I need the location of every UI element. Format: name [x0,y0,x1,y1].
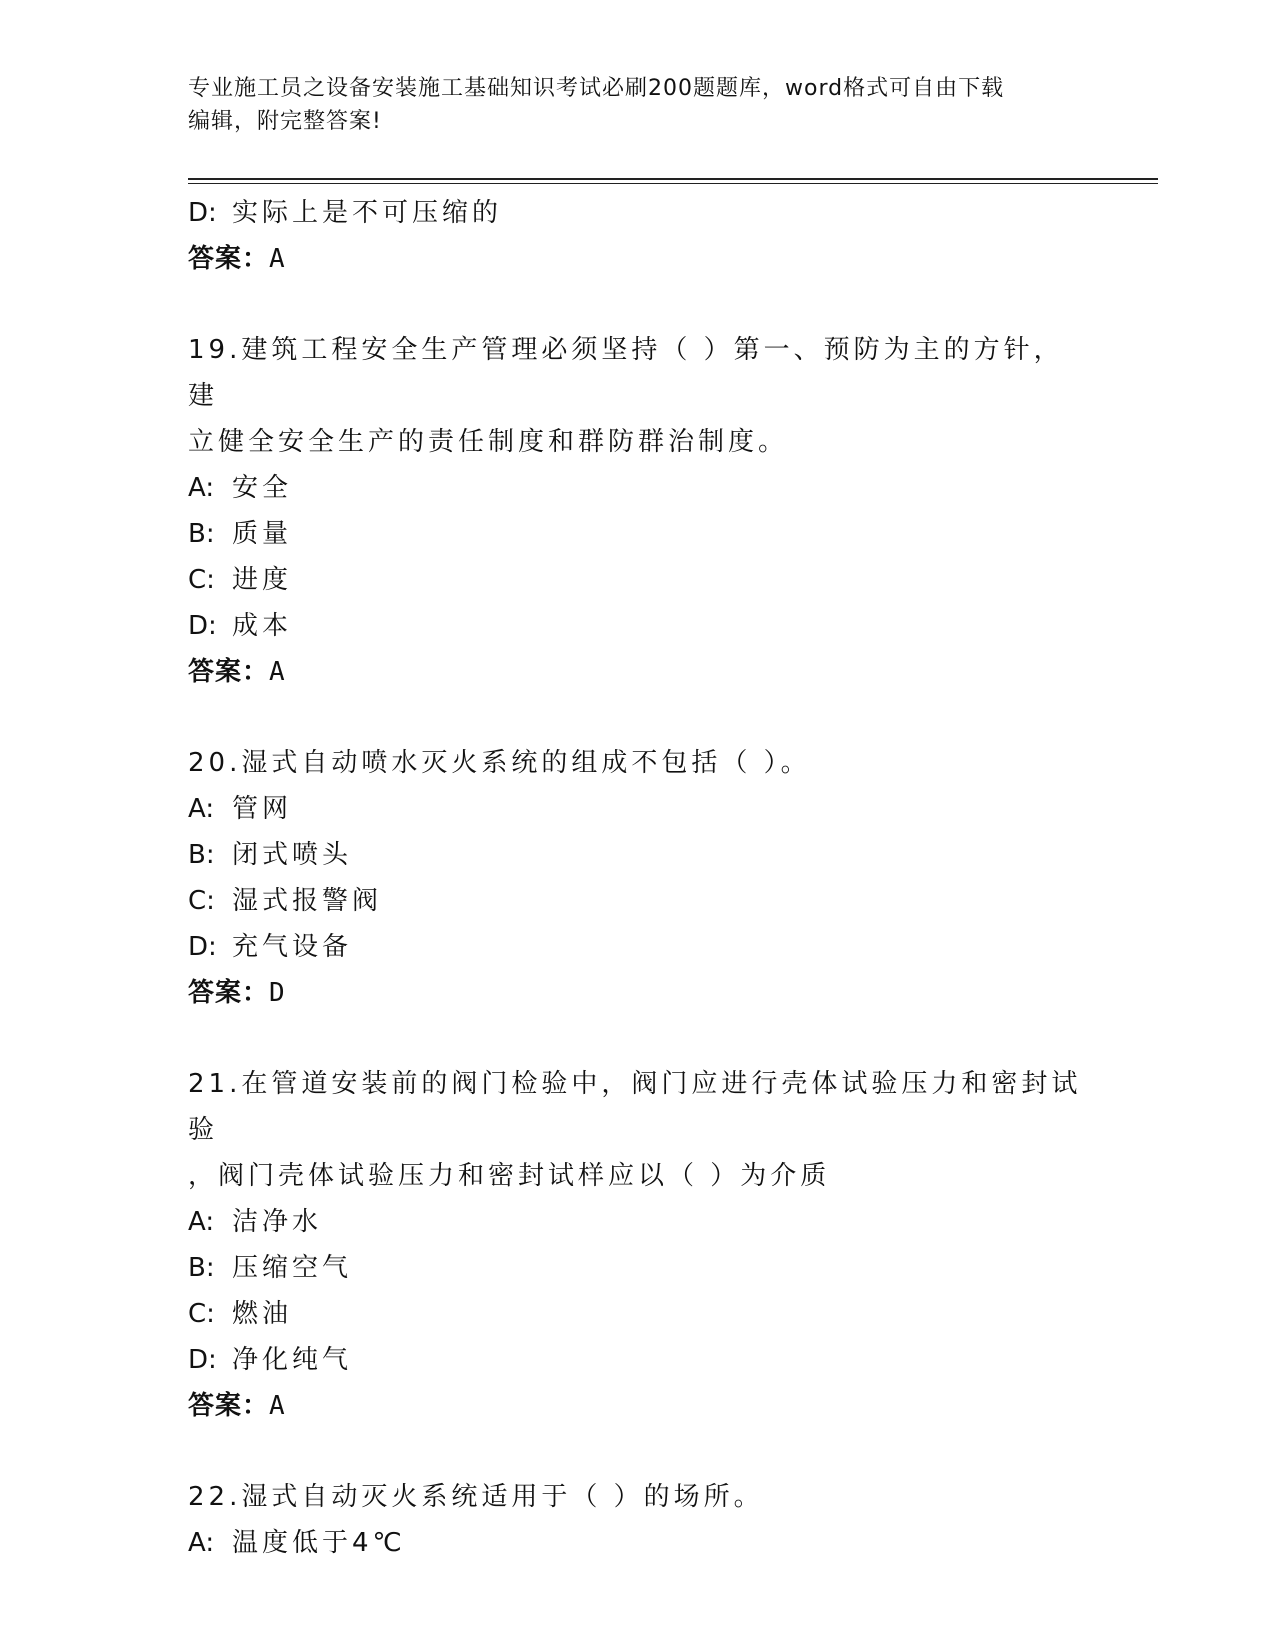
question-stem-line: ，阀门壳体试验压力和密封试样应以（ ）为介质 [188,1161,831,1191]
answer-label: 答案： [188,978,270,1008]
header-divider-thick [188,178,1158,180]
question-21 [188,1061,1088,1429]
answer-label: 答案： [188,244,270,274]
option-text: 洁净水 [232,1207,323,1237]
option-b [188,1245,1088,1291]
option-text: 成本 [232,611,293,641]
option-a [188,786,1088,832]
question-stem-line: 21.在管道安装前的阀门检验中，阀门应进行壳体试验压力和密封试验 [188,1069,1082,1145]
option-letter: C: [188,886,215,916]
answer-value: A [269,657,286,687]
option-d [188,603,1088,649]
question-20 [188,740,1088,1016]
option-b [188,511,1088,557]
answer-value: A [269,1391,286,1421]
option-text: 湿式报警阀 [232,886,383,916]
option-letter: A: [188,473,215,503]
option-letter: D: [188,198,217,228]
option-c [188,557,1088,603]
option-c [188,1291,1088,1337]
option-text: 实际上是不可压缩的 [232,198,503,228]
option-text: 闭式喷头 [232,840,353,870]
option-text: 充气设备 [232,932,353,962]
document-header [188,72,1088,138]
option-text: 进度 [232,565,293,595]
option-text: 压缩空气 [232,1253,353,1283]
option-letter: A: [188,794,215,824]
option-letter: B: [188,519,215,549]
question-stem-line: 立健全安全生产的责任制度和群防群治制度。 [188,427,789,457]
header-line-1: 专业施工员之设备安装施工基础知识考试必刷200题题库，word格式可自由下载 [188,76,1005,101]
answer-line [188,236,1088,282]
option-letter: D: [188,611,217,641]
option-d [188,1337,1088,1383]
option-text: 安全 [232,473,293,503]
option-text: 净化纯气 [232,1345,353,1375]
option-c [188,878,1088,924]
option-letter: A: [188,1207,215,1237]
option-letter: A: [188,1528,215,1558]
option-d [188,924,1088,970]
header-line-2: 编辑，附完整答案! [188,109,382,134]
option-a [188,465,1088,511]
answer-line [188,649,1088,695]
answer-line [188,970,1088,1016]
answer-label: 答案： [188,1391,270,1421]
option-letter: C: [188,1299,215,1329]
answer-line [188,1383,1088,1429]
answer-label: 答案： [188,657,270,687]
question-stem-line: 20.湿式自动喷水灭火系统的组成不包括（ ）。 [188,748,811,778]
option-letter: D: [188,1345,217,1375]
answer-value: D [269,978,286,1008]
option-text: 燃油 [232,1299,293,1329]
option-b [188,832,1088,878]
option-letter: D: [188,932,217,962]
option-a [188,1199,1088,1245]
option-text: 管网 [232,794,293,824]
header-divider-thin [188,183,1158,184]
option-text: 质量 [232,519,293,549]
question-19 [188,327,1088,695]
option-a [188,1520,1088,1566]
option-text: 温度低于4℃ [232,1528,406,1558]
question-stem-line: 22.湿式自动灭火系统适用于（ ）的场所。 [188,1482,764,1512]
answer-value: A [269,244,286,274]
option-letter: B: [188,1253,215,1283]
option-d [188,190,1088,236]
question-22 [188,1474,1088,1566]
option-letter: C: [188,565,215,595]
question-stem-line: 19.建筑工程安全生产管理必须坚持（ ）第一、预防为主的方针，建 [188,335,1064,411]
question-list [188,190,1088,1566]
option-letter: B: [188,840,215,870]
